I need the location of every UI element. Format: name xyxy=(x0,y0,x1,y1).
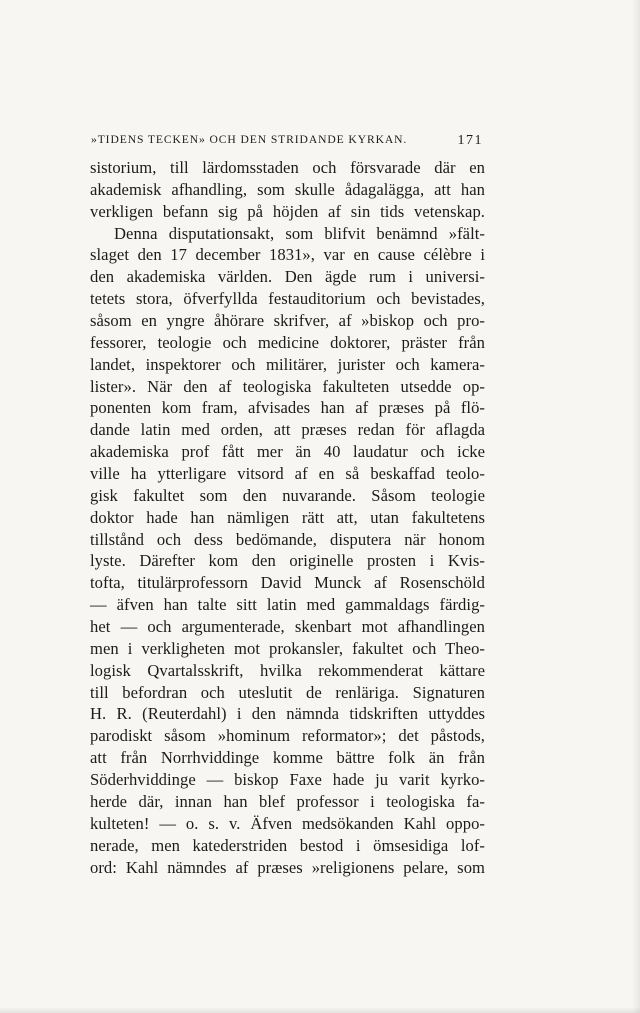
text-line: H. R. (Reuterdahl) i den nämnda tidskriften uttyddes xyxy=(90,704,485,724)
body-text xyxy=(90,157,485,878)
text-line: herde där, innan han blef professor i teologiska fa- xyxy=(90,791,485,811)
text-line: tetets stora, öfverfyllda festauditorium och bevistades, xyxy=(90,289,485,309)
text-line: lyste. Därefter kom den originelle prosten i Kvis- xyxy=(90,551,485,571)
text-line: akademisk afhandling, som skulle ådagalägga, att han xyxy=(90,179,485,199)
text-line: landet, inspektorer och militärer, jurister och kamera- xyxy=(90,354,485,374)
page-edge-shadow xyxy=(632,0,640,1013)
paragraph-first-line: Denna disputationsakt, som blifvit benämnd »fält- xyxy=(114,223,485,243)
text-line: såsom en yngre åhörare skrifver, af »biskop och pro- xyxy=(90,311,485,331)
text-line: sistorium, till lärdomsstaden och försvarade där en xyxy=(90,158,485,177)
running-title: »TIDENS TECKEN» OCH DEN STRIDANDE KYRKAN. xyxy=(91,133,408,146)
page-bottom-shadow xyxy=(0,1007,640,1013)
text-line: het — och argumenterade, skenbart mot afhandlingen xyxy=(90,617,485,637)
text-line: parodiskt såsom »hominum reformator»; det påstods, xyxy=(90,726,485,746)
text-line: gisk fakultet som den nuvarande. Såsom teologie xyxy=(90,485,485,505)
page-number: 171 xyxy=(457,133,483,148)
text-line: ord: Kahl nämndes af præses »religionens pelare, som xyxy=(90,857,485,877)
text-line: slaget den 17 december 1831», var en cause célèbre i xyxy=(90,245,485,265)
text-line: men i verkligheten mot prokansler, fakultet och Theo- xyxy=(90,638,485,658)
text-line: akademiska prof fått mer än 40 laudatur och icke xyxy=(90,442,485,462)
text-line: doktor hade han nämligen rätt att, utan fakultetens xyxy=(90,507,485,527)
text-line: den akademiska världen. Den ägde rum i universi- xyxy=(90,267,485,287)
text-line: Söderhviddinge — biskop Faxe hade ju varit kyrko- xyxy=(90,770,485,790)
text-line: ponenten kom fram, afvisades han af præses på flö- xyxy=(90,398,485,418)
running-head xyxy=(91,133,483,151)
text-line: att från Norrhviddinge komme bättre folk än från xyxy=(90,748,485,768)
text-line: logisk Qvartalsskrift, hvilka rekommenderat kättare xyxy=(90,660,485,680)
text-line: ville ha ytterligare vitsord af en så beskaffad teolo- xyxy=(90,464,485,484)
text-line: nerade, men katederstriden bestod i ömsesidiga lof- xyxy=(90,835,485,855)
text-line: fessorer, teologie och medicine doktorer, präster från xyxy=(90,332,485,352)
text-line: kulteten! — o. s. v. Äfven medsökanden Kahl oppo- xyxy=(90,813,485,833)
text-line: tillstånd och dess bedömande, disputera när honom xyxy=(90,529,485,549)
text-line: tofta, titulärprofessorn David Munck af Rosenschöld xyxy=(90,573,485,593)
text-line: lister». När den af teologiska fakulteten utsedde op- xyxy=(90,376,485,396)
text-line: — äfven han talte sitt latin med gammaldags färdig- xyxy=(90,595,485,615)
text-line: till befordran och uteslutit de renläriga. Signaturen xyxy=(90,682,485,702)
text-line: dande latin med orden, att præses redan för aflagda xyxy=(90,420,485,440)
text-line: verkligen befann sig på höjden af sin tids vetenskap. xyxy=(90,201,485,221)
